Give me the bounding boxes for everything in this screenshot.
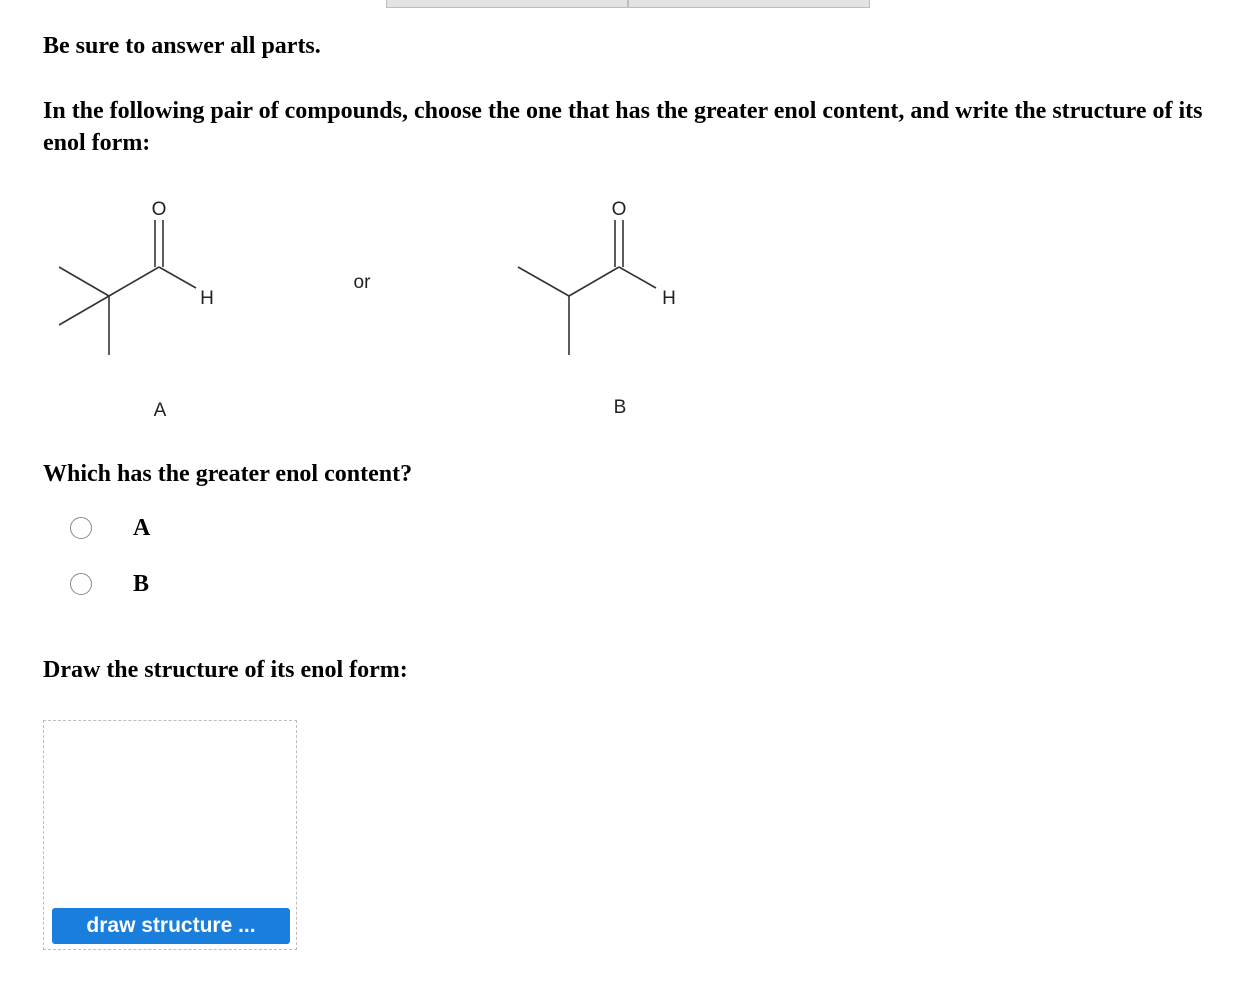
compound-a-bond-methyl-bottom: [59, 296, 109, 325]
top-tab-bar: [386, 0, 870, 9]
compound-a-bond-methyl-top: [59, 267, 109, 296]
compound-b-label: B: [613, 397, 627, 418]
option-a[interactable]: [70, 515, 150, 541]
compound-b-bond-methine-carbonyl: [569, 267, 619, 296]
compound-b-structure: [518, 220, 656, 355]
compound-structures: [0, 180, 760, 430]
compound-b-hydrogen: H: [662, 288, 676, 309]
top-tab-left[interactable]: [386, 0, 628, 8]
top-tab-right[interactable]: [628, 0, 870, 8]
instruction-text: Be sure to answer all parts.: [43, 33, 321, 59]
option-b-label[interactable]: B: [133, 571, 150, 597]
compound-b-oxygen: O: [611, 199, 627, 220]
option-b-radio[interactable]: [70, 573, 92, 595]
option-a-label[interactable]: A: [133, 515, 151, 541]
question-text: In the following pair of compounds, choose the one that has the greater enol content, and write the structure of its enol form:: [43, 98, 1203, 156]
compound-a-label: A: [153, 400, 167, 421]
enol-question: Which has the greater enol content?: [43, 461, 413, 487]
option-b[interactable]: [70, 571, 149, 597]
or-separator: or: [353, 272, 371, 293]
compound-a-structure: [59, 220, 196, 355]
compound-a-oxygen: O: [151, 199, 167, 220]
structure-drawing-area[interactable]: [43, 720, 297, 950]
compound-a-bond-quaternary-carbonyl: [109, 267, 159, 296]
option-a-radio[interactable]: [70, 517, 92, 539]
draw-structure-button[interactable]: draw structure ...: [52, 908, 290, 944]
compound-a-hydrogen: H: [200, 288, 214, 309]
draw-prompt: Draw the structure of its enol form:: [43, 657, 408, 683]
compound-b-bond-methyl-left: [518, 267, 569, 296]
compound-b-bond-carbonyl-h: [619, 267, 656, 288]
compound-a-bond-carbonyl-h: [159, 267, 196, 288]
